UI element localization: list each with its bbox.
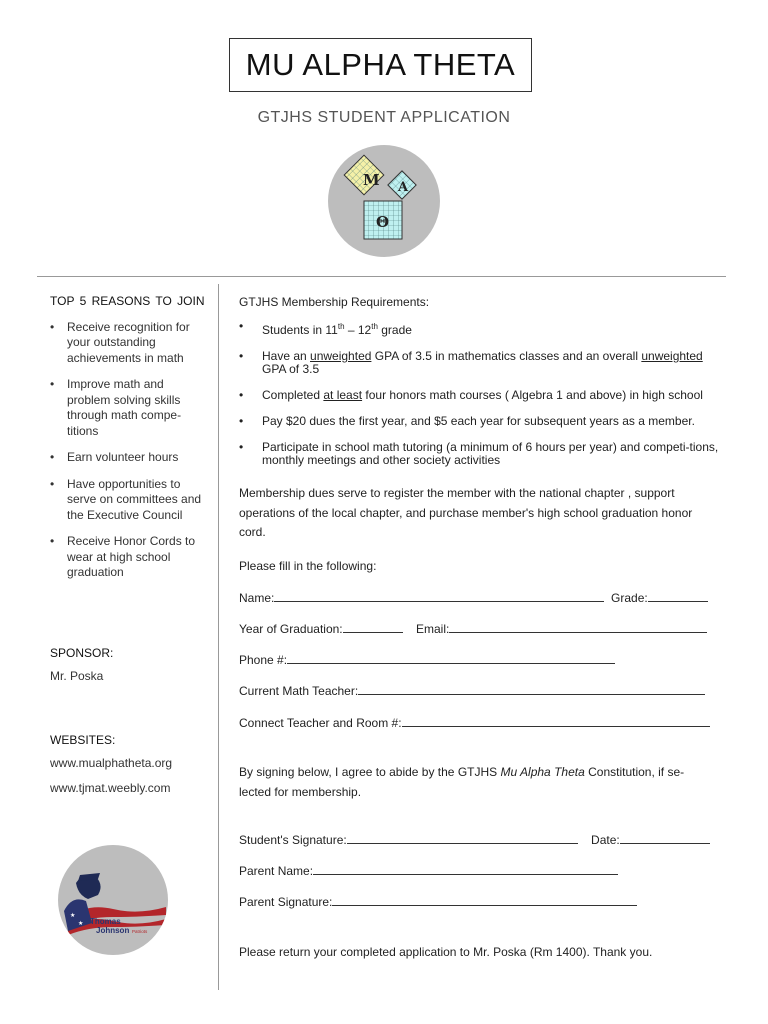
requirement-item: • Have an unweighted GPA of 3.5 in mathematics classes and an overall unweighted GPA of 3.5 [239, 350, 724, 376]
requirement-item: • Students in 11th – 12th grade [239, 320, 724, 337]
reason-item: • Have opportunities to serve on committees and the Executive Council [50, 477, 210, 524]
phone-field[interactable]: Phone #: [239, 653, 615, 667]
parent-name-field[interactable]: Parent Name: [239, 864, 618, 878]
footer-note: Please return your completed application to Mr. Poska (Rm 1400). Thank you. [239, 945, 653, 959]
reason-item: • Receive recognition for your outstanding achievements in math [50, 320, 210, 367]
website-link[interactable]: www.mualphatheta.org [50, 756, 173, 770]
school-logo-text: Johnson [96, 926, 130, 935]
graduation-email-field[interactable]: Year of Graduation: Email: [239, 622, 707, 636]
reason-item: • Earn volunteer hours [50, 450, 210, 466]
requirement-item: • Completed at least four honors math courses ( Algebra 1 and above) in high school [239, 389, 724, 402]
horizontal-divider [37, 276, 726, 277]
vertical-divider [218, 284, 219, 990]
reason-item: • Improve math and problem solving skills through math compe-titions [50, 377, 210, 439]
requirements-title: GTJHS Membership Requirements: [239, 295, 430, 309]
student-signature-field[interactable]: Student's Signature: Date: [239, 833, 710, 847]
page-subtitle: GTJHS STUDENT APPLICATION [257, 109, 511, 126]
svg-text:★: ★ [70, 912, 76, 919]
logo-letter-theta: Θ [376, 213, 390, 231]
sponsor-name: Mr. Poska [50, 669, 104, 683]
websites-label: WEBSITES: [50, 733, 116, 747]
dues-paragraph: Membership dues serve to register the member with the national chapter , support operations of the local chapter, and purchase member's high school graduation honor cord. [239, 486, 693, 539]
requirements-list [239, 320, 724, 480]
mu-alpha-theta-logo [328, 145, 440, 257]
sponsor-label: SPONSOR: [50, 646, 114, 660]
form-prompt: Please fill in the following: [239, 559, 377, 573]
name-field[interactable]: Name: Grade: [239, 591, 708, 605]
parent-signature-field[interactable]: Parent Signature: [239, 895, 637, 909]
school-logo [58, 845, 168, 955]
website-link[interactable]: www.tjmat.weebly.com [50, 781, 171, 795]
school-logo-text: Thomas [90, 917, 121, 926]
svg-text:★: ★ [78, 920, 84, 927]
agreement-text: By signing below, I agree to abide by the GTJHS Mu Alpha Theta Constitution, if se-lected for membership. [239, 765, 685, 799]
reason-item: • Receive Honor Cords to wear at high school graduation [50, 534, 210, 581]
math-teacher-field[interactable]: Current Math Teacher: [239, 684, 705, 698]
requirement-item: • Pay $20 dues the first year, and $5 each year for subsequent years as a member. [239, 415, 724, 428]
connect-teacher-field[interactable]: Connect Teacher and Room #: [239, 716, 710, 730]
sidebar [50, 294, 210, 592]
school-logo-text: Patriots [132, 929, 148, 934]
page-title: MU ALPHA THETA [229, 38, 532, 92]
logo-letter-m: M [363, 171, 380, 189]
requirement-item: • Participate in school math tutoring (a minimum of 6 hours per year) and competi-tions, monthly meetings and other society activities [239, 441, 724, 467]
reasons-list [50, 320, 210, 581]
logo-letter-a: A [398, 180, 409, 195]
reasons-title: TOP 5 REASONS TO JOIN [50, 294, 205, 308]
